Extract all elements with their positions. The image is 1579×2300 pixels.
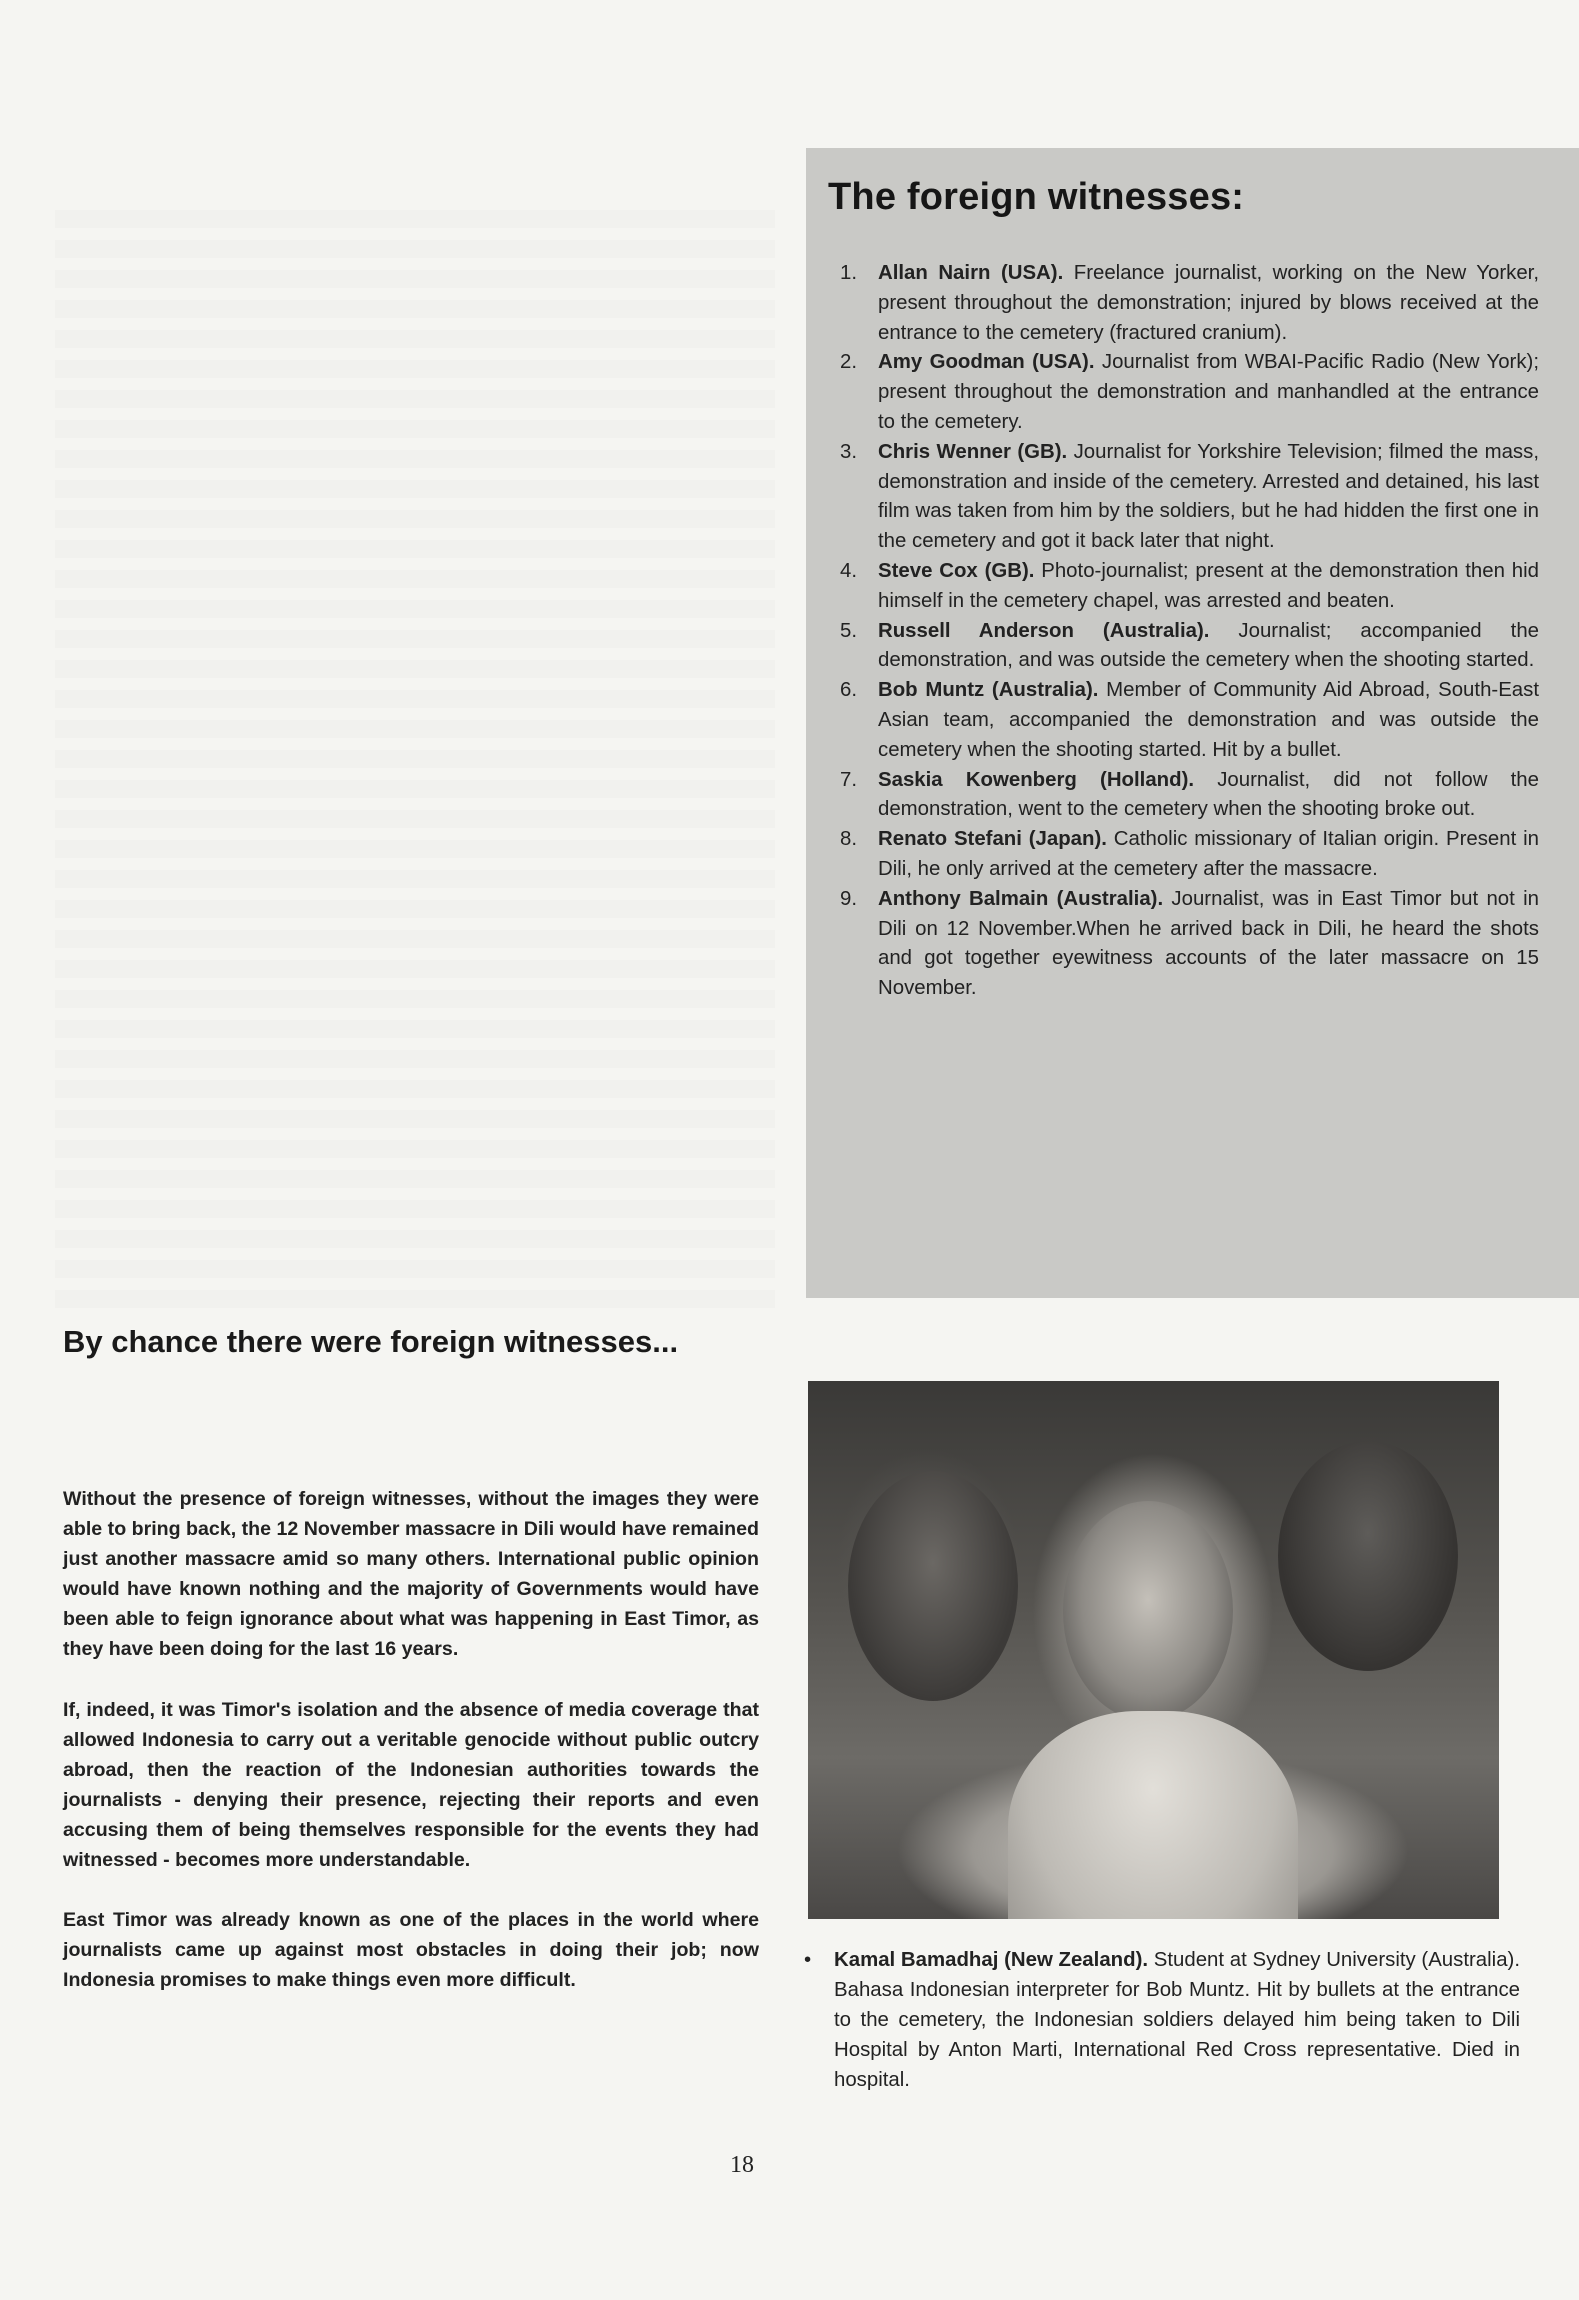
witness-number: 6. bbox=[840, 679, 858, 702]
witness-name: Saskia Kowenberg (Holland). bbox=[878, 768, 1195, 791]
witness-description: Photo-journalist; present at the demonstration then hid himself in the cemetery chapel, was arrested and beaten. bbox=[878, 559, 1539, 612]
witness-description: Freelance journalist, working on the New Yorker, present throughout the demonstration; injured by blows received at the entrance to the cemetery (fractured cranium). bbox=[878, 262, 1540, 344]
witness-entry bbox=[878, 766, 1539, 826]
witness-item bbox=[828, 259, 1539, 348]
witness-entry bbox=[878, 259, 1539, 348]
witness-number: 9. bbox=[840, 887, 858, 910]
witness-name: Russell Anderson (Australia). bbox=[878, 619, 1210, 642]
article-paragraph: If, indeed, it was Timor's isolation and the absence of media coverage that allowed Indonesia to carry out a veritable genocide without public outcry abroad, then the reaction of the Indonesian authorities towards the journalists - denying their presence, rejecting their reports and even accusing them of being themselves responsible for the events they had witnessed - becomes more understandable. bbox=[63, 1698, 759, 1872]
caption-description: Student at Sydney University (Australia). Bahasa Indonesian interpreter for Bob Muntz. Hit by bullets at the entrance to the cemetery, the Indonesian soldiers delayed him being taken to Dili Hospital by Anton Marti, International Red Cross representative. Died in hospital. bbox=[834, 1949, 1520, 2091]
caption-name: Kamal Bamadhaj (New Zealand). bbox=[834, 1949, 1149, 1971]
show-through-texture bbox=[55, 210, 775, 1310]
article-paragraph: Without the presence of foreign witnesses, without the images they were able to bring back, the 12 November massacre in Dili would have remained just another massacre amid so many others. International public opinion would have known nothing and the majority of Governments would have been able to feign ignorance about what was happening in East Timor, as they have been doing for the last 16 years. bbox=[63, 1488, 759, 1661]
witness-number: 3. bbox=[840, 440, 858, 463]
witness-number: 1. bbox=[840, 262, 858, 284]
witness-description: Journalist; accompanied the demonstration, and was outside the cemetery when the shooting started. bbox=[878, 619, 1539, 672]
caption-text-block bbox=[834, 1945, 1520, 2095]
witness-description: Catholic missionary of Italian origin. Present in Dili, he only arrived at the cemetery after the massacre. bbox=[878, 828, 1539, 880]
witness-name: Bob Muntz (Australia). bbox=[878, 679, 1099, 702]
witness-entry bbox=[878, 676, 1539, 765]
witness-name: Steve Cox (GB). bbox=[878, 559, 1035, 582]
witness-item bbox=[828, 676, 1539, 765]
witness-name: Amy Goodman (USA). bbox=[878, 351, 1095, 374]
foreign-witnesses-box bbox=[806, 148, 1579, 1298]
witness-description: Journalist from WBAI-Pacific Radio (New York); present throughout the demonstration and manhandled at the entrance to the cemetery. bbox=[878, 351, 1539, 433]
witness-item bbox=[828, 766, 1539, 826]
photo-shirt bbox=[1008, 1711, 1298, 1919]
article-heading: By chance there were foreign witnesses... bbox=[63, 1324, 679, 1359]
caption-bullet: • bbox=[804, 1949, 812, 1971]
witness-description: Journalist, did not follow the demonstration, went to the cemetery when the shooting broke out. bbox=[878, 768, 1539, 821]
article-paragraph: East Timor was already known as one of the places in the world where journalists came up against most obstacles in doing their job; now Indonesia promises to make things even more difficult. bbox=[63, 1909, 759, 1992]
photo-kamal-bamadhaj bbox=[808, 1381, 1499, 1919]
witness-name: Allan Nairn (USA). bbox=[878, 262, 1064, 284]
witness-name: Chris Wenner (GB). bbox=[878, 440, 1068, 463]
witness-entry bbox=[878, 885, 1539, 1004]
witness-number: 7. bbox=[840, 768, 858, 791]
witness-number: 8. bbox=[840, 828, 858, 851]
witness-item bbox=[828, 348, 1539, 437]
witness-name: Anthony Balmain (Australia). bbox=[878, 887, 1164, 910]
witness-entry bbox=[878, 557, 1539, 617]
article-body bbox=[63, 1484, 759, 2025]
witness-number: 5. bbox=[840, 619, 858, 642]
page-number: 18 bbox=[730, 2152, 754, 2178]
witness-description: Journalist, was in East Timor but not in Dili on 12 November.When he arrived back in Dili, he heard the shots and got together eyewitness accounts of the later massacre on 15 November. bbox=[878, 887, 1539, 1000]
photo-figure-right bbox=[1278, 1441, 1458, 1671]
witness-number: 2. bbox=[840, 351, 858, 374]
witness-name: Renato Stefani (Japan). bbox=[878, 828, 1107, 851]
witness-description: Member of Community Aid Abroad, South-East Asian team, accompanied the demonstration and was outside the cemetery when the shooting started. Hit by a bullet. bbox=[878, 679, 1539, 761]
witness-item bbox=[828, 885, 1539, 1004]
witnesses-list bbox=[828, 259, 1539, 1004]
witness-item bbox=[828, 438, 1539, 557]
photo-caption bbox=[800, 1945, 1520, 2095]
witness-entry bbox=[878, 825, 1539, 885]
witness-entry bbox=[878, 617, 1539, 677]
witness-item bbox=[828, 617, 1539, 677]
witness-number: 4. bbox=[840, 559, 858, 582]
witness-description: Journalist for Yorkshire Television; filmed the mass, demonstration and inside of the cemetery. Arrested and detained, his last film was taken from him by the soldiers, but he had hidden the first one in the cemetery and got it back later that night. bbox=[878, 440, 1539, 553]
witness-item bbox=[828, 557, 1539, 617]
witness-entry bbox=[878, 438, 1539, 557]
witness-item bbox=[828, 825, 1539, 885]
photo-figure-center bbox=[1063, 1501, 1233, 1721]
witness-entry bbox=[878, 348, 1539, 437]
witnesses-box-title: The foreign witnesses: bbox=[828, 176, 1245, 218]
photo-figure-left bbox=[848, 1471, 1018, 1701]
